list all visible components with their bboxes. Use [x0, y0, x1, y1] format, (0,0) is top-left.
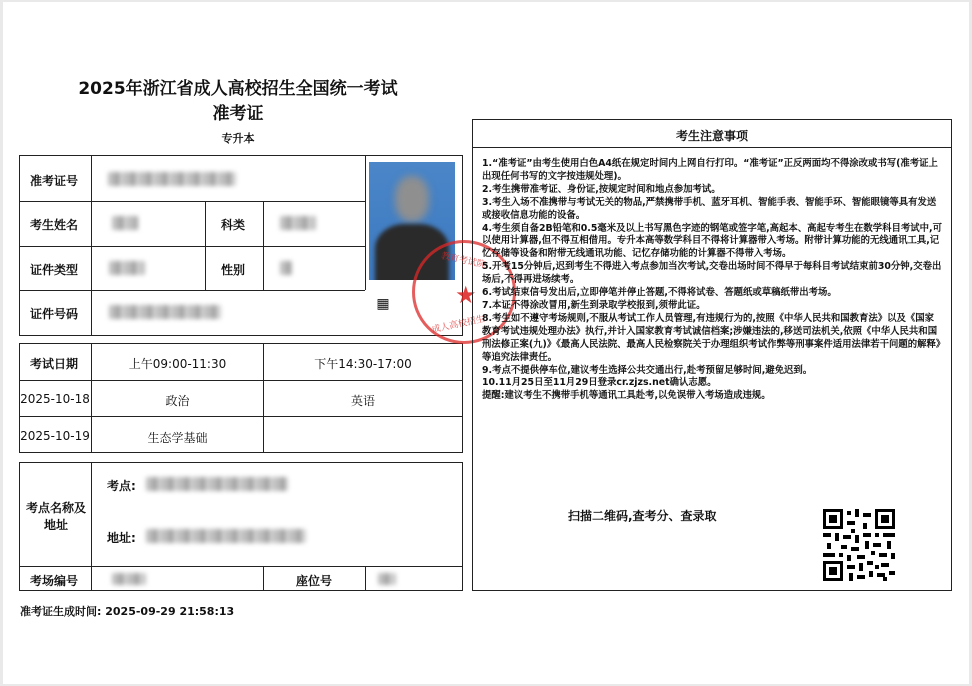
venue-address-label: 地址:	[107, 531, 136, 545]
morning-subject-2: 生态学基础	[147, 431, 208, 445]
col-divider	[205, 201, 206, 290]
generated-time	[20, 603, 234, 619]
qr-code-icon[interactable]	[823, 509, 895, 581]
seat-number-value	[378, 573, 396, 585]
note-item: 9.考点不提供停车位,建议考生选择公共交通出行,赴考预留足够时间,避免迟到。	[482, 364, 813, 376]
venue-name-label: 考点名称及地址	[25, 501, 86, 532]
exam-room-label: 考场编号	[30, 574, 79, 588]
gender-value	[280, 261, 292, 275]
note-item: 5.开考15分钟后,迟到考生不得进入考点参加当次考试,交卷出场时间不得早于每科目考试结束前30分钟,交卷出场后,不得再进场续考。	[482, 261, 942, 286]
col-divider	[263, 566, 264, 591]
generated-time-value: 2025-09-29 21:58:13	[105, 605, 235, 618]
row-divider	[19, 380, 463, 381]
morning-subject-1: 政治	[165, 394, 190, 408]
exam-date-1: 2025-10-18	[20, 392, 90, 406]
subject-category-label: 科类	[221, 218, 246, 232]
note-reminder: 提醒:建议考生不携带手机等通讯工具赴考,以免误带入考场造成违规。	[482, 390, 771, 402]
exam-level: 专升本	[221, 132, 255, 145]
col-divider	[263, 201, 264, 290]
col-divider	[365, 566, 366, 591]
candidate-name-label: 考生姓名	[30, 218, 79, 232]
note-item: 7.本证不得涂改冒用,新生到录取学校报到,须带此证。	[482, 299, 706, 311]
venue-site-value	[146, 477, 288, 491]
note-item: 2.考生携带准考证、身份证,按规定时间和地点参加考试。	[482, 183, 721, 195]
seal-text-bottom: 成人高校招生	[430, 314, 486, 336]
scan-qr-hint: 扫描二维码,查考分、查录取	[568, 509, 717, 523]
small-qr-icon: ▦	[376, 296, 390, 312]
venue-address-value	[146, 529, 306, 543]
generated-time-label: 准考证生成时间:	[20, 605, 102, 618]
row-divider	[19, 566, 463, 567]
row-divider	[19, 416, 463, 417]
candidate-name-value	[112, 216, 138, 230]
page-title-ticket: 准考证	[212, 104, 264, 124]
seat-number-label: 座位号	[296, 574, 333, 588]
row-divider	[19, 246, 365, 247]
note-item: 1.“准考证”由考生使用白色A4纸在规定时间内上网自行打印。“准考证”正反两面均不得涂改或书写(准考证上出现任何书写的文字按违规处理)。	[482, 158, 938, 182]
note-item: 3.考生入场不准携带与考试无关的物品,严禁携带手机、蓝牙耳机、智能手表、智能手环、智能眼镜等具有发送或接收信息功能的设备。	[482, 196, 937, 221]
afternoon-session-header: 下午14:30-17:00	[314, 357, 412, 371]
exam-number-label: 准考证号	[30, 174, 79, 188]
id-type-value	[109, 261, 145, 275]
col-divider	[365, 155, 366, 290]
venue-site-label: 考点:	[107, 479, 136, 493]
note-item: 4.考生须自备2B铅笔和0.5毫米及以上书写黑色字迹的钢笔或签字笔,高起本、高起专考生在数学科目考试中,可以使用计算器,但不得互相借用。专升本高等数学科目不得将计算器带入考场。附带计算功能的无线通讯工具,记忆存储等设备和附带无线通讯功能、记忆存储功能的计算器不得带入考场。	[482, 222, 942, 260]
exam-date-label: 考试日期	[30, 357, 79, 371]
seal-star-icon: ★	[455, 281, 477, 309]
morning-session-header: 上午09:00-11:30	[128, 357, 227, 371]
gender-label: 性别	[221, 263, 246, 277]
id-number-label: 证件号码	[30, 307, 79, 321]
exam-number-value	[108, 172, 236, 186]
col-divider	[91, 155, 92, 336]
id-type-label: 证件类型	[30, 263, 79, 277]
notes-list	[482, 158, 942, 403]
exam-room-value	[112, 573, 146, 585]
page-title: 2025年浙江省成人高校招生全国统一考试	[78, 79, 398, 99]
photo-head-blur	[395, 176, 429, 222]
notes-title: 考生注意事项	[675, 129, 748, 143]
note-item: 8.考生如不遵守考场规则,不服从考试工作人员管理,有违规行为的,按照《中华人民共和国教育法》以及《国家教育考试违规处理办法》执行,并计入国家教育考试诚信档案;涉嫌违法的,移送司法机关,依照《中华人民共和国刑法修正案(九)》《最高人民法院、最高人民检察院关于办理组织考试作弊等刑事案件适用法律若干问题的解释》等追究法律责任。	[482, 312, 941, 363]
row-divider	[19, 290, 365, 291]
notes-title-divider	[472, 147, 952, 148]
exam-date-2: 2025-10-19	[20, 429, 90, 443]
col-divider	[91, 462, 92, 591]
id-number-value	[109, 305, 221, 319]
afternoon-subject-1: 英语	[350, 394, 375, 408]
row-divider	[19, 201, 365, 202]
seal-text-top: 教育考试院	[440, 251, 487, 271]
note-item: 6.考试结束信号发出后,立即停笔并停止答题,不得将试卷、答题纸或草稿纸带出考场。	[482, 287, 837, 299]
subject-category-value	[280, 216, 316, 230]
note-item: 10.11月25日至11月29日登录cr.zjzs.net确认志愿。	[482, 377, 717, 389]
